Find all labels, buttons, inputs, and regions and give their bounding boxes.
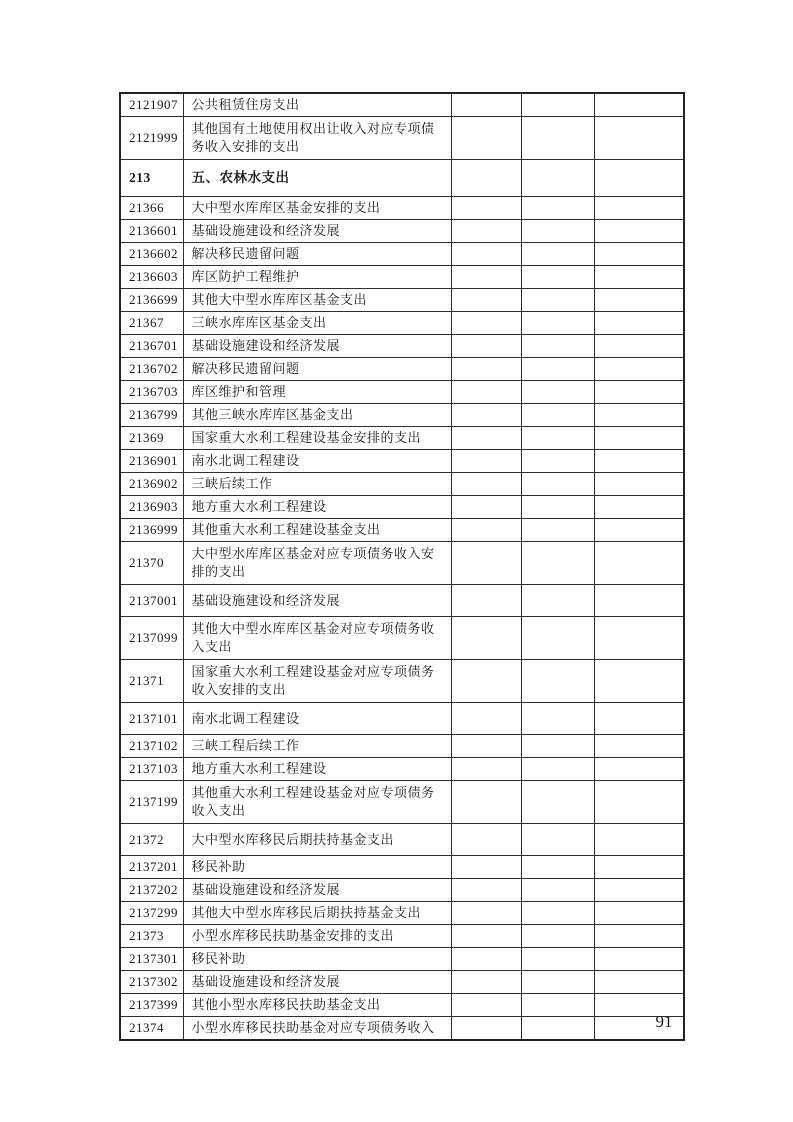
item-cell: 国家重大水利工程建设基金安排的支出 bbox=[183, 427, 451, 450]
table-row bbox=[120, 289, 684, 312]
code-cell: 2136903 bbox=[120, 496, 183, 519]
item-cell: 地方重大水利工程建设 bbox=[183, 496, 451, 519]
table-row bbox=[120, 93, 684, 117]
item-cell: 其他大中型水库库区基金对应专项债务收入支出 bbox=[183, 617, 451, 660]
item-cell: 基础设施建设和经济发展 bbox=[183, 971, 451, 994]
value-cell-3 bbox=[594, 381, 684, 404]
table-row bbox=[120, 358, 684, 381]
code-cell: 2136702 bbox=[120, 358, 183, 381]
value-cell-3 bbox=[594, 856, 684, 879]
value-cell-3 bbox=[594, 879, 684, 902]
value-cell-1 bbox=[451, 948, 521, 971]
value-cell-1 bbox=[451, 617, 521, 660]
item-cell: 其他大中型水库库区基金支出 bbox=[183, 289, 451, 312]
value-cell-1 bbox=[451, 758, 521, 781]
table-row bbox=[120, 496, 684, 519]
value-cell-3 bbox=[594, 617, 684, 660]
table-row bbox=[120, 542, 684, 585]
table-row bbox=[120, 427, 684, 450]
code-cell: 2136799 bbox=[120, 404, 183, 427]
value-cell-1 bbox=[451, 703, 521, 735]
table-row bbox=[120, 781, 684, 824]
item-cell: 公共租赁住房支出 bbox=[183, 93, 451, 117]
code-cell: 21371 bbox=[120, 660, 183, 703]
value-cell-1 bbox=[451, 117, 521, 160]
item-cell: 库区维护和管理 bbox=[183, 381, 451, 404]
value-cell-1 bbox=[451, 496, 521, 519]
item-cell: 南水北调工程建设 bbox=[183, 450, 451, 473]
code-cell: 2136699 bbox=[120, 289, 183, 312]
table-row bbox=[120, 902, 684, 925]
code-cell: 2137101 bbox=[120, 703, 183, 735]
value-cell-3 bbox=[594, 243, 684, 266]
table-row bbox=[120, 266, 684, 289]
value-cell-2 bbox=[521, 473, 594, 496]
value-cell-3 bbox=[594, 971, 684, 994]
value-cell-1 bbox=[451, 902, 521, 925]
value-cell-1 bbox=[451, 519, 521, 542]
value-cell-1 bbox=[451, 856, 521, 879]
value-cell-2 bbox=[521, 93, 594, 117]
value-cell-3 bbox=[594, 450, 684, 473]
code-cell: 2137202 bbox=[120, 879, 183, 902]
table-row bbox=[120, 703, 684, 735]
value-cell-1 bbox=[451, 879, 521, 902]
value-cell-1 bbox=[451, 427, 521, 450]
item-cell: 其他国有土地使用权出让收入对应专项债务收入安排的支出 bbox=[183, 117, 451, 160]
item-cell: 三峡后续工作 bbox=[183, 473, 451, 496]
value-cell-1 bbox=[451, 781, 521, 824]
code-cell: 2136902 bbox=[120, 473, 183, 496]
table-row bbox=[120, 824, 684, 856]
table-row bbox=[120, 994, 684, 1017]
value-cell-1 bbox=[451, 93, 521, 117]
code-cell: 2136603 bbox=[120, 266, 183, 289]
code-cell: 213 bbox=[120, 160, 183, 197]
value-cell-1 bbox=[451, 243, 521, 266]
value-cell-1 bbox=[451, 197, 521, 220]
item-cell: 大中型水库库区基金对应专项债务收入安排的支出 bbox=[183, 542, 451, 585]
value-cell-2 bbox=[521, 879, 594, 902]
value-cell-3 bbox=[594, 312, 684, 335]
item-cell: 五、农林水支出 bbox=[183, 160, 451, 197]
value-cell-1 bbox=[451, 660, 521, 703]
code-cell: 2137299 bbox=[120, 902, 183, 925]
budget-table-body bbox=[120, 93, 684, 1040]
code-cell: 21373 bbox=[120, 925, 183, 948]
value-cell-1 bbox=[451, 160, 521, 197]
item-cell: 小型水库移民扶助基金安排的支出 bbox=[183, 925, 451, 948]
value-cell-1 bbox=[451, 335, 521, 358]
item-cell: 其他小型水库移民扶助基金支出 bbox=[183, 994, 451, 1017]
code-cell: 2121907 bbox=[120, 93, 183, 117]
code-cell: 21366 bbox=[120, 197, 183, 220]
table-row bbox=[120, 312, 684, 335]
value-cell-1 bbox=[451, 735, 521, 758]
value-cell-2 bbox=[521, 197, 594, 220]
value-cell-2 bbox=[521, 1017, 594, 1041]
value-cell-3 bbox=[594, 902, 684, 925]
code-cell: 21370 bbox=[120, 542, 183, 585]
code-cell: 21367 bbox=[120, 312, 183, 335]
value-cell-1 bbox=[451, 824, 521, 856]
value-cell-2 bbox=[521, 542, 594, 585]
code-cell: 2136901 bbox=[120, 450, 183, 473]
value-cell-2 bbox=[521, 735, 594, 758]
value-cell-1 bbox=[451, 358, 521, 381]
table-row bbox=[120, 160, 684, 197]
item-cell: 其他重大水利工程建设基金支出 bbox=[183, 519, 451, 542]
code-cell: 2136703 bbox=[120, 381, 183, 404]
value-cell-2 bbox=[521, 660, 594, 703]
table-row bbox=[120, 197, 684, 220]
table-row bbox=[120, 335, 684, 358]
item-cell: 三峡水库库区基金支出 bbox=[183, 312, 451, 335]
value-cell-1 bbox=[451, 220, 521, 243]
item-cell: 基础设施建设和经济发展 bbox=[183, 220, 451, 243]
value-cell-2 bbox=[521, 925, 594, 948]
table-row bbox=[120, 117, 684, 160]
code-cell: 2137301 bbox=[120, 948, 183, 971]
value-cell-3 bbox=[594, 660, 684, 703]
table-row bbox=[120, 1017, 684, 1041]
value-cell-2 bbox=[521, 496, 594, 519]
value-cell-3 bbox=[594, 220, 684, 243]
value-cell-2 bbox=[521, 404, 594, 427]
value-cell-3 bbox=[594, 289, 684, 312]
value-cell-2 bbox=[521, 381, 594, 404]
value-cell-2 bbox=[521, 519, 594, 542]
item-cell: 地方重大水利工程建设 bbox=[183, 758, 451, 781]
value-cell-1 bbox=[451, 925, 521, 948]
budget-table bbox=[119, 92, 685, 1041]
value-cell-3 bbox=[594, 404, 684, 427]
item-cell: 基础设施建设和经济发展 bbox=[183, 335, 451, 358]
code-cell: 2137001 bbox=[120, 585, 183, 617]
value-cell-3 bbox=[594, 117, 684, 160]
value-cell-1 bbox=[451, 289, 521, 312]
value-cell-3 bbox=[594, 824, 684, 856]
value-cell-3 bbox=[594, 160, 684, 197]
value-cell-3 bbox=[594, 427, 684, 450]
value-cell-3 bbox=[594, 519, 684, 542]
table-row bbox=[120, 585, 684, 617]
item-cell: 移民补助 bbox=[183, 856, 451, 879]
code-cell: 2136601 bbox=[120, 220, 183, 243]
value-cell-3 bbox=[594, 335, 684, 358]
value-cell-1 bbox=[451, 381, 521, 404]
value-cell-3 bbox=[594, 542, 684, 585]
code-cell: 21372 bbox=[120, 824, 183, 856]
code-cell: 2136602 bbox=[120, 243, 183, 266]
value-cell-1 bbox=[451, 473, 521, 496]
value-cell-2 bbox=[521, 243, 594, 266]
code-cell: 2137201 bbox=[120, 856, 183, 879]
value-cell-2 bbox=[521, 948, 594, 971]
value-cell-2 bbox=[521, 902, 594, 925]
item-cell: 解决移民遗留问题 bbox=[183, 243, 451, 266]
code-cell: 21374 bbox=[120, 1017, 183, 1041]
item-cell: 其他大中型水库移民后期扶持基金支出 bbox=[183, 902, 451, 925]
value-cell-2 bbox=[521, 824, 594, 856]
item-cell: 库区防护工程维护 bbox=[183, 266, 451, 289]
value-cell-2 bbox=[521, 427, 594, 450]
value-cell-2 bbox=[521, 617, 594, 660]
value-cell-1 bbox=[451, 404, 521, 427]
table-row bbox=[120, 617, 684, 660]
value-cell-3 bbox=[594, 197, 684, 220]
item-cell: 解决移民遗留问题 bbox=[183, 358, 451, 381]
item-cell: 大中型水库移民后期扶持基金支出 bbox=[183, 824, 451, 856]
value-cell-2 bbox=[521, 856, 594, 879]
value-cell-2 bbox=[521, 289, 594, 312]
table-row bbox=[120, 925, 684, 948]
item-cell: 其他重大水利工程建设基金对应专项债务收入支出 bbox=[183, 781, 451, 824]
table-row bbox=[120, 758, 684, 781]
value-cell-2 bbox=[521, 971, 594, 994]
value-cell-2 bbox=[521, 450, 594, 473]
table-row bbox=[120, 856, 684, 879]
table-row bbox=[120, 450, 684, 473]
value-cell-2 bbox=[521, 758, 594, 781]
item-cell: 基础设施建设和经济发展 bbox=[183, 585, 451, 617]
value-cell-1 bbox=[451, 971, 521, 994]
table-row bbox=[120, 519, 684, 542]
value-cell-2 bbox=[521, 781, 594, 824]
item-cell: 国家重大水利工程建设基金对应专项债务收入安排的支出 bbox=[183, 660, 451, 703]
value-cell-3 bbox=[594, 496, 684, 519]
value-cell-2 bbox=[521, 994, 594, 1017]
value-cell-3 bbox=[594, 585, 684, 617]
code-cell: 21369 bbox=[120, 427, 183, 450]
table-row bbox=[120, 243, 684, 266]
value-cell-3 bbox=[594, 93, 684, 117]
value-cell-1 bbox=[451, 1017, 521, 1041]
table-row bbox=[120, 971, 684, 994]
item-cell: 南水北调工程建设 bbox=[183, 703, 451, 735]
item-cell: 三峡工程后续工作 bbox=[183, 735, 451, 758]
value-cell-2 bbox=[521, 703, 594, 735]
value-cell-3 bbox=[594, 925, 684, 948]
table-row bbox=[120, 220, 684, 243]
value-cell-2 bbox=[521, 117, 594, 160]
item-cell: 移民补助 bbox=[183, 948, 451, 971]
table-row bbox=[120, 735, 684, 758]
value-cell-1 bbox=[451, 542, 521, 585]
value-cell-2 bbox=[521, 160, 594, 197]
value-cell-3 bbox=[594, 948, 684, 971]
code-cell: 2136701 bbox=[120, 335, 183, 358]
table-row bbox=[120, 879, 684, 902]
code-cell: 2137399 bbox=[120, 994, 183, 1017]
table-row bbox=[120, 660, 684, 703]
value-cell-2 bbox=[521, 358, 594, 381]
value-cell-2 bbox=[521, 335, 594, 358]
code-cell: 2137103 bbox=[120, 758, 183, 781]
table-row bbox=[120, 381, 684, 404]
code-cell: 2137302 bbox=[120, 971, 183, 994]
value-cell-2 bbox=[521, 266, 594, 289]
item-cell: 小型水库移民扶助基金对应专项债务收入 bbox=[183, 1017, 451, 1041]
table-row bbox=[120, 473, 684, 496]
value-cell-3 bbox=[594, 735, 684, 758]
code-cell: 2121999 bbox=[120, 117, 183, 160]
value-cell-1 bbox=[451, 585, 521, 617]
table-row bbox=[120, 948, 684, 971]
value-cell-2 bbox=[521, 220, 594, 243]
value-cell-1 bbox=[451, 312, 521, 335]
value-cell-2 bbox=[521, 312, 594, 335]
code-cell: 2137199 bbox=[120, 781, 183, 824]
value-cell-3 bbox=[594, 758, 684, 781]
value-cell-1 bbox=[451, 994, 521, 1017]
value-cell-3 bbox=[594, 473, 684, 496]
value-cell-3 bbox=[594, 781, 684, 824]
value-cell-3 bbox=[594, 266, 684, 289]
value-cell-3 bbox=[594, 358, 684, 381]
value-cell-3 bbox=[594, 703, 684, 735]
value-cell-2 bbox=[521, 585, 594, 617]
value-cell-1 bbox=[451, 266, 521, 289]
item-cell: 其他三峡水库库区基金支出 bbox=[183, 404, 451, 427]
item-cell: 基础设施建设和经济发展 bbox=[183, 879, 451, 902]
code-cell: 2137102 bbox=[120, 735, 183, 758]
table-row bbox=[120, 404, 684, 427]
value-cell-1 bbox=[451, 450, 521, 473]
page-number: 91 bbox=[655, 1012, 673, 1031]
code-cell: 2137099 bbox=[120, 617, 183, 660]
code-cell: 2136999 bbox=[120, 519, 183, 542]
item-cell: 大中型水库库区基金安排的支出 bbox=[183, 197, 451, 220]
